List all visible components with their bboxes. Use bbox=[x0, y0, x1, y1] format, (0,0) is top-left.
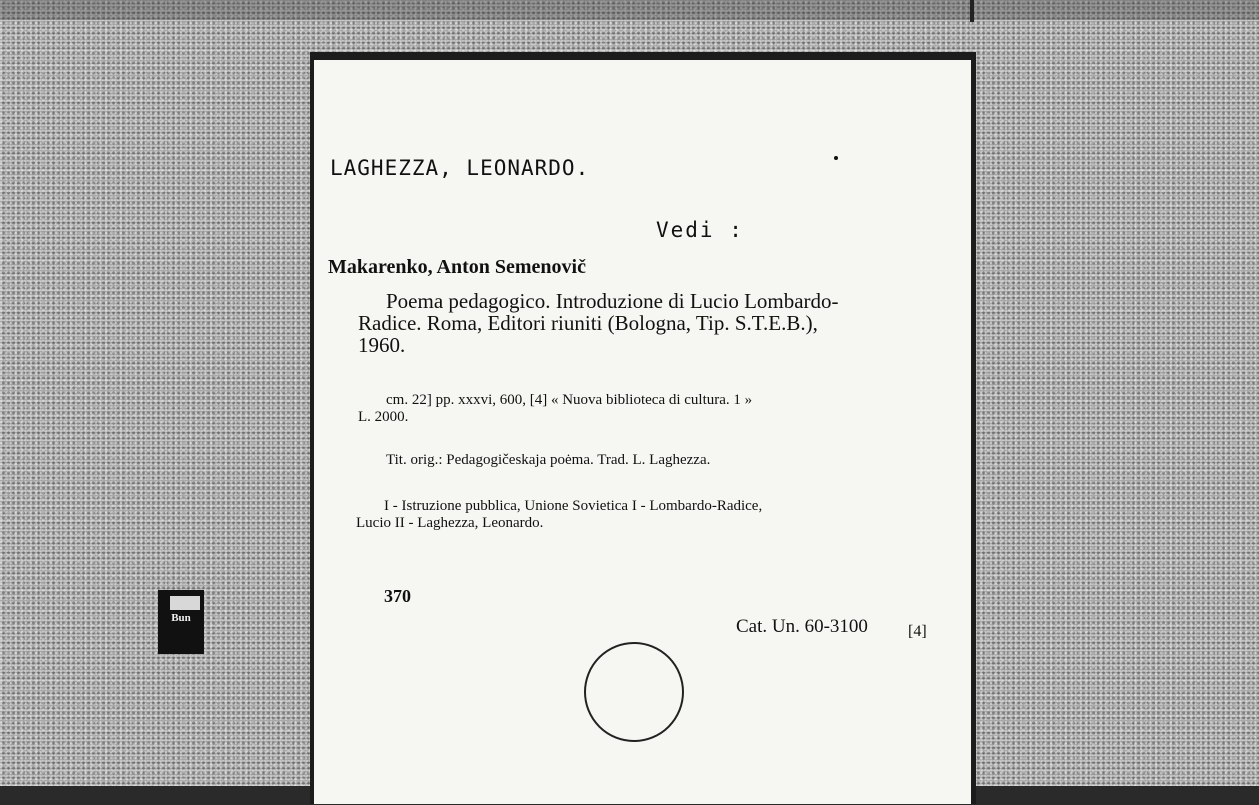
original-title-note: Tit. orig.: Pedagogičeskaja poėma. Trad. L. Laghezza. bbox=[386, 452, 711, 468]
card-heading: LAGHEZZA, LEONARDO. bbox=[330, 156, 590, 180]
ink-speck bbox=[834, 156, 838, 160]
card-punch-hole bbox=[584, 642, 684, 742]
subject-line: I - Istruzione pubblica, Unione Sovietica I - Lombardo-Radice, bbox=[384, 498, 763, 514]
catalog-card bbox=[310, 52, 976, 804]
collation-block bbox=[358, 392, 752, 426]
author-heading: Makarenko, Anton Semenovič bbox=[328, 256, 586, 278]
title-description bbox=[358, 290, 978, 356]
description-line: Radice. Roma, Editori riuniti (Bologna, Tip. S.T.E.B.), bbox=[358, 311, 818, 335]
collation-line: cm. 22] pp. xxxvi, 600, [4] « Nuova biblioteca di cultura. 1 » bbox=[386, 392, 753, 408]
subject-tracings bbox=[356, 498, 762, 532]
side-tab-label: Bun bbox=[171, 612, 191, 624]
top-divider bbox=[970, 0, 974, 22]
description-line: Poema pedagogico. Introduzione di Lucio Lombardo- bbox=[386, 289, 839, 313]
class-number: 370 bbox=[384, 586, 411, 606]
see-reference-label: Vedi : bbox=[656, 218, 744, 242]
top-edge-shadow bbox=[0, 0, 1259, 20]
subject-line: Lucio II - Laghezza, Leonardo. bbox=[356, 515, 544, 531]
collation-line: L. 2000. bbox=[358, 409, 409, 425]
description-line: 1960. bbox=[358, 333, 406, 357]
catalog-number: Cat. Un. 60-3100 bbox=[736, 616, 868, 637]
catalog-number-suffix: [4] bbox=[908, 623, 927, 640]
